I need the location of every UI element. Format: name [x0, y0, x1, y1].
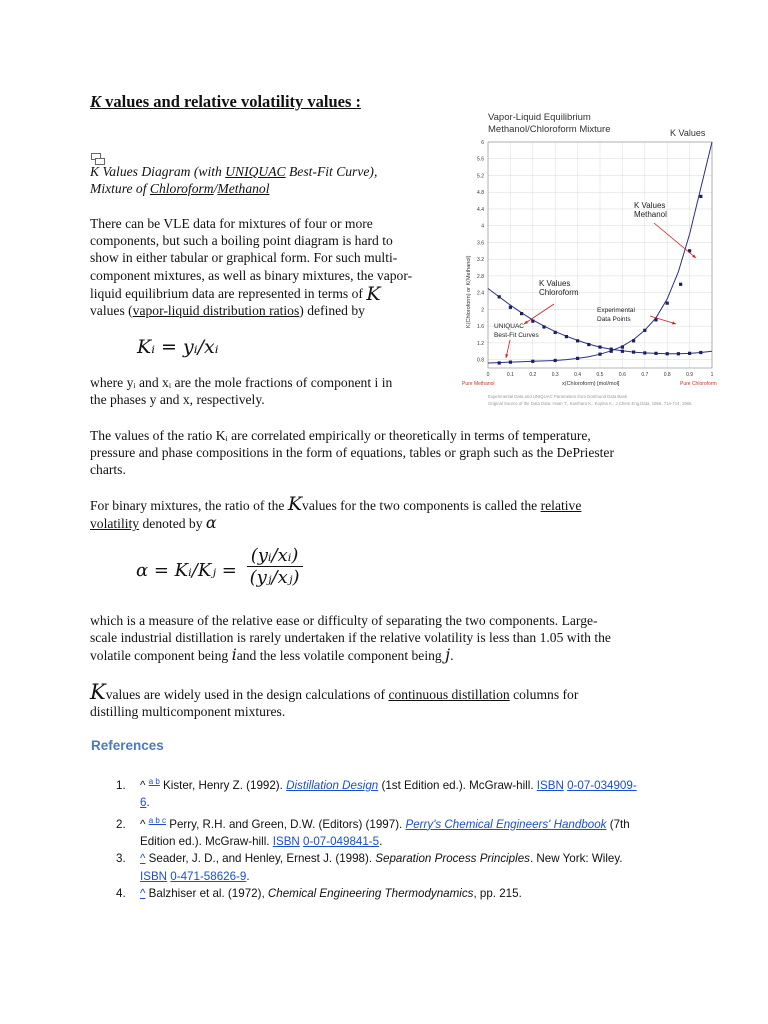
backref-link[interactable]: ^ — [140, 887, 146, 901]
chloroform-data-point — [610, 348, 613, 351]
reference-item: 2. ^ $^{a b c}$ Perry, R.H. and Green, D.W. (Editors) (1997). Perry's Chemical Engineers' Handbook (7th — [116, 815, 630, 831]
figure-x-left: Pure Methanol — [462, 381, 495, 387]
isbn-link[interactable]: ISBN — [272, 834, 300, 848]
perrys-handbook-link[interactable]: Perry's Chemical Engineers' Handbook — [405, 817, 607, 831]
paragraph-mole-fractions: where yᵢ and xᵢ are the mole fractions of component i in the phases y and x, respectively. — [90, 375, 393, 408]
isbn-number-link-cont[interactable]: 6 — [140, 796, 147, 810]
methanol-data-point — [621, 345, 624, 348]
y-tick-label: 2.4 — [477, 290, 484, 297]
chloroform-label: K Values — [539, 279, 571, 288]
chloroform-arrow — [524, 304, 554, 324]
chloroform-data-point — [531, 320, 534, 323]
figure-xlabel: x(Chloroform) [mol/mol] — [562, 381, 620, 387]
heading-text: values and relative volatility values : — [101, 92, 362, 111]
alpha-denominator: (yⱼ/xⱼ) — [247, 566, 303, 588]
k-values-figure[interactable] — [462, 108, 722, 408]
x-tick-label: 0 — [486, 372, 490, 378]
methanol-data-point — [654, 318, 657, 321]
math-k: K — [366, 282, 381, 305]
y-tick-label: 3.6 — [477, 240, 484, 247]
figure-title-2: Methanol/Chloroform Mixture — [488, 124, 611, 135]
methanol-data-point — [531, 360, 534, 363]
continuous-distillation-link[interactable]: continuous distillation — [388, 687, 510, 702]
isbn-number-link[interactable]: 0-07-034909- — [567, 778, 637, 792]
paragraph-ratio-correlation: The values of the ratio Kᵢ are correlated empirically or theoretically in terms of temperature, pressure and phase compositions in the form of equations, tables or graph such as the DePriester charts. — [90, 428, 614, 478]
chloroform-data-point — [576, 339, 579, 342]
relative-volatility-link[interactable]: relative — [540, 498, 582, 513]
x-tick-label: 0.5 — [596, 372, 604, 378]
reference-item: 4. ^ Balzhiser et al. (1972), Chemical Engineering Thermodynamics, pp. 215. — [116, 887, 522, 901]
x-tick-label: 0.7 — [641, 372, 649, 378]
x-tick-label: 1 — [710, 372, 714, 378]
math-k: K — [287, 493, 303, 515]
chloroform-data-point — [688, 352, 691, 355]
chloroform-data-point — [587, 343, 590, 346]
references-list: 1. ^ $^{a b}$ Kister, Henry Z. (1992). Distillation Design (1st Edition ed.). McGraw-hill. ISBN 0-07-034909- 6. 2. ^ $^{a b c}$ Perry, R.H. and Green, D.W. (Editors) (1997). Perry's Chemical Engineers' Handbook (7th Edition ed.). McGraw-hill. ISBN 0-07-049841-5. 3. ^ Seader, J. D., and Henley, Ernest J. (1998). Separation Process Principles. New York: Wiley. ISBN 0-471-58626-9. 4. ^ Balzhiser et al. (1972), Chemical Engineering Thermodynamics, pp. 215. — [116, 773, 686, 903]
y-tick-label: 4.4 — [477, 206, 484, 213]
volatility-link[interactable]: volatility — [90, 516, 140, 532]
y-tick-label: 5.2 — [477, 173, 484, 180]
y-tick-label: 1.6 — [477, 324, 484, 331]
methanol-label: K Values — [634, 201, 666, 210]
heading-k: K — [90, 92, 102, 111]
methanol-data-point — [554, 359, 557, 362]
isbn-number-link[interactable]: 0-07-049841-5 — [303, 834, 380, 848]
caption-line-1: K Values Diagram (with UNIQUAC Best-Fit Curve), — [90, 164, 378, 179]
uniquac-link[interactable]: UNIQUAC — [225, 164, 286, 179]
methanol-data-point — [509, 361, 512, 364]
chloroform-data-point — [632, 350, 635, 353]
chloroform-data-point — [677, 352, 680, 355]
chloroform-data-point — [621, 350, 624, 353]
equation-alpha: α = Kᵢ/Kⱼ = $\frac{\text{(yᵢ/xᵢ)}}{\text{(yⱼ/xⱼ)}}$ — [136, 545, 303, 588]
x-tick-label: 0.9 — [686, 372, 694, 378]
chloroform-data-point — [666, 352, 669, 355]
figure-title-1: Vapor-Liquid Equilibrium — [488, 112, 591, 123]
math-i: i — [231, 645, 237, 665]
figure-caption — [90, 163, 377, 197]
vle-ratios-link[interactable]: vapor-liquid distribution ratios — [132, 303, 300, 319]
math-k: K — [90, 680, 106, 704]
y-tick-label: 1.2 — [477, 340, 484, 347]
paragraph-relative-volatility: For binary mixtures, the ratio of the Kvalues for the two components is called the relative volatility denoted by α — [90, 493, 582, 533]
paragraph-vle-data: There can be VLE data for mixtures of four or more components, but such a boiling point diagram is hard to show in either tabular or graphical form. For such multi- component mixtures, as well as binary mixtures, the vapor- liquid equilibrium data are represented in terms of K values (vapor-liquid distribution ratios) defined by — [90, 216, 413, 319]
methanol-data-point — [576, 357, 579, 360]
experimental-label: Experimental — [597, 307, 635, 314]
x-tick-label: 0.2 — [529, 372, 537, 378]
chloroform-data-point — [520, 312, 523, 315]
y-tick-label: 4.8 — [477, 190, 484, 197]
figure-footer-2: Original Source of the Data Data: Hoan T., Kanthara K., Kojima K., J.Chem.Eng.Data, 1966, 714-714, 1966 — [488, 401, 692, 406]
figure-footer-1: Experimental Data and UNIQUAC Parameters from Dortmund Data Bank — [488, 394, 628, 399]
y-tick-label: 0.8 — [477, 357, 484, 364]
chloroform-data-point — [565, 335, 568, 338]
x-tick-label: 0.3 — [551, 372, 559, 378]
chloroform-data-point — [598, 345, 601, 348]
methanol-data-point — [632, 339, 635, 342]
y-tick-label: 2 — [481, 307, 484, 314]
math-j: j — [445, 645, 451, 665]
x-tick-label: 0.6 — [618, 372, 626, 378]
paragraph-k-usage: Kvalues are widely used in the design calculations of continuous distillation columns for distilling multicomponent mixtures. — [90, 680, 579, 720]
methanol-data-point — [699, 195, 702, 198]
isbn-number-link[interactable]: 0-471-58626-9 — [170, 869, 247, 883]
distillation-design-link[interactable]: Distillation Design — [286, 778, 379, 792]
chloroform-data-point — [643, 351, 646, 354]
uniquac-label: Best-Fit Curves — [494, 332, 539, 339]
methanol-data-point — [643, 329, 646, 332]
alpha-numerator: (yᵢ/xᵢ) — [250, 545, 299, 566]
reference-item: 3. ^ Seader, J. D., and Henley, Ernest J. (1998). Separation Process Principles. New York: Wiley. — [116, 852, 623, 866]
y-tick-label: 3.2 — [477, 257, 484, 264]
figure-ylabel: K(Chloroform) or K(Methanol) — [466, 255, 472, 328]
y-tick-label: 4 — [481, 223, 484, 230]
x-tick-label: 0.4 — [574, 372, 582, 378]
math-alpha: α — [205, 513, 217, 533]
experimental-arrow-head — [672, 321, 676, 324]
y-tick-label: 5.6 — [477, 156, 484, 163]
chloroform-data-point — [498, 295, 501, 298]
chloroform-arrow-head — [524, 321, 528, 324]
paragraph-ease-of-separation: which is a measure of the relative ease or difficulty of separating the two components. Large- scale industrial distillation is rarely undertaken if the relative volatility is less than 1.05 with the volatile component being iand the less volatile component being j. — [90, 613, 611, 665]
k-values-chart — [462, 108, 722, 408]
methanol-data-point — [679, 283, 682, 286]
equation-k-definition: Kᵢ = yᵢ/xᵢ — [137, 336, 219, 358]
x-tick-label: 0.1 — [506, 372, 514, 378]
chloroform-label: Chloroform — [539, 288, 579, 297]
x-tick-label: 0.8 — [663, 372, 671, 378]
uniquac-label: UNIQUAC — [494, 323, 524, 330]
reference-item: 1. ^ $^{a b}$ Kister, Henry Z. (1992). Distillation Design (1st Edition ed.). McGraw-hill. ISBN 0-07-034909- — [116, 777, 637, 792]
references-heading: References — [91, 738, 164, 753]
chloroform-data-point — [699, 351, 702, 354]
methanol-link[interactable]: Methanol — [217, 181, 270, 196]
y-tick-label: 6 — [481, 140, 484, 146]
methanol-data-point — [666, 302, 669, 305]
chloroform-link[interactable]: Chloroform — [149, 181, 214, 196]
chloroform-data-point — [554, 331, 557, 334]
backref-links[interactable]: a b — [148, 777, 160, 786]
methanol-label: Methanol — [634, 210, 667, 219]
chloroform-data-point — [509, 306, 512, 309]
methanol-data-point — [598, 353, 601, 356]
figure-corner-label: K Values — [670, 128, 706, 138]
backref-link[interactable]: ^ — [140, 852, 146, 866]
y-tick-label: 2.8 — [477, 273, 484, 280]
chloroform-data-point — [542, 325, 545, 328]
page-heading — [90, 92, 361, 112]
methanol-data-point — [498, 361, 501, 364]
isbn-link[interactable]: ISBN — [536, 778, 564, 792]
figure-x-right: Pure Chloroform — [680, 381, 717, 387]
isbn-link[interactable]: ISBN — [140, 869, 168, 883]
experimental-label: Data Points — [597, 316, 631, 323]
chloroform-data-point — [654, 352, 657, 355]
backref-links[interactable]: a b c — [148, 815, 167, 825]
caption-line-2: Mixture of Chloroform/Methanol — [90, 181, 270, 196]
